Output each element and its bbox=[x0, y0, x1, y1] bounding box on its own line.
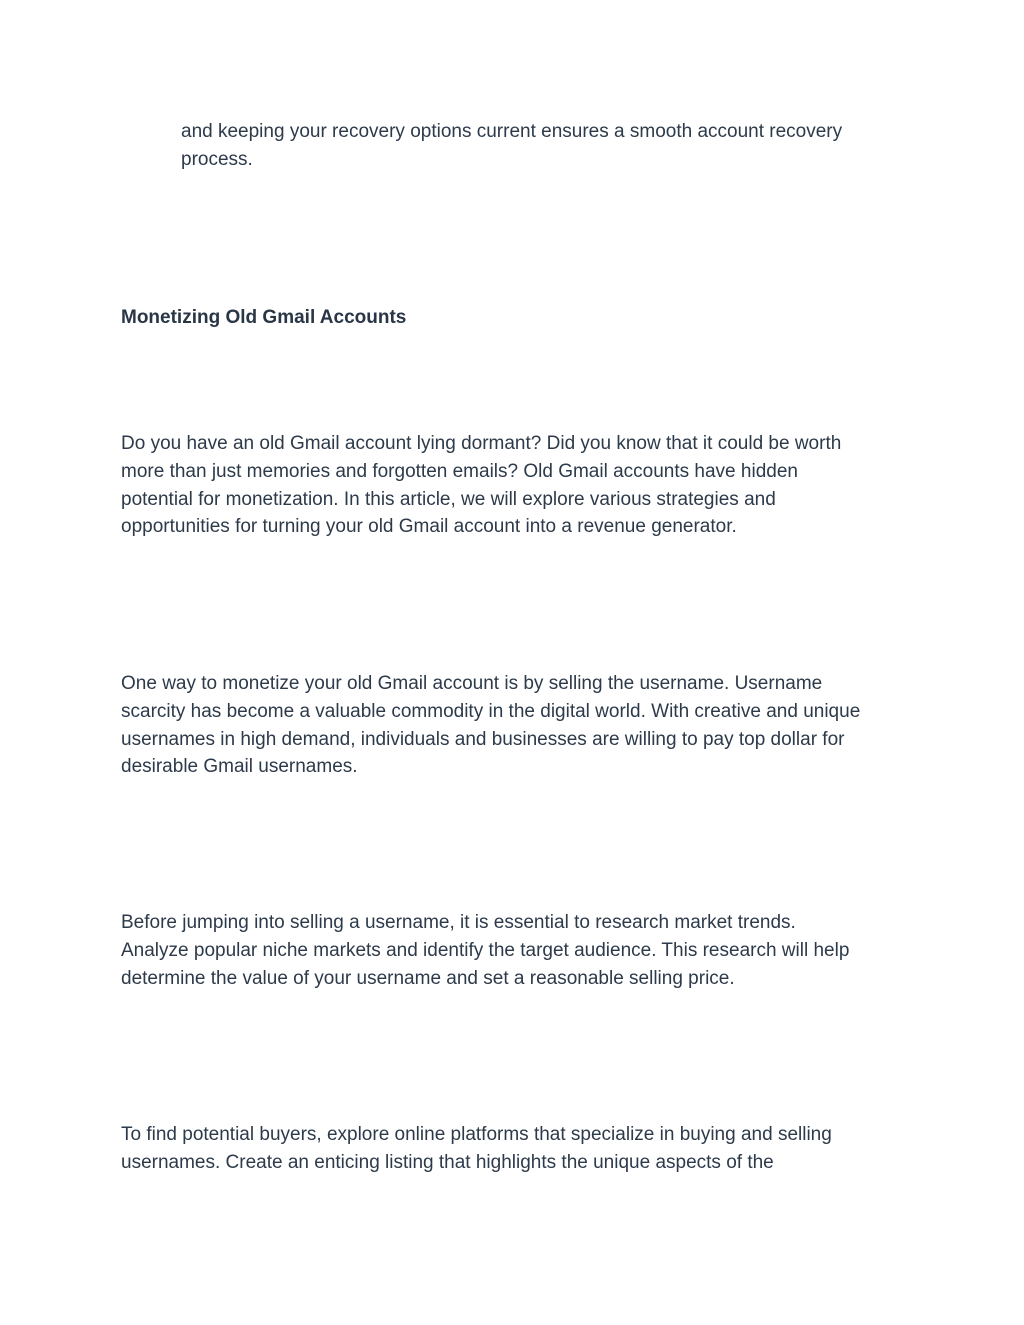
text-line: Do you have an old Gmail account lying dormant? Did you know that it could be worth bbox=[121, 433, 842, 454]
text-line: usernames in high demand, individuals and businesses are willing to pay top dollar for bbox=[121, 728, 845, 750]
text-line: opportunities for turning your old Gmail account into a revenue generator. bbox=[121, 516, 737, 538]
text-line: usernames. Create an enticing listing that highlights the unique aspects of the bbox=[121, 1151, 774, 1173]
text-line: potential for monetization. In this article, we will explore various strategies and bbox=[121, 488, 776, 510]
text-line: To find potential buyers, explore online platforms that specialize in buying and selling bbox=[121, 1124, 832, 1145]
text-line: and keeping your recovery options current ensures a smooth account recovery bbox=[181, 121, 843, 142]
paragraph-market-research bbox=[121, 909, 849, 992]
text-line: determine the value of your username and set a reasonable selling price. bbox=[121, 967, 735, 989]
text-line: more than just memories and forgotten emails? Old Gmail accounts have hidden bbox=[121, 460, 798, 482]
text-line: desirable Gmail usernames. bbox=[121, 756, 358, 778]
text-line: scarcity has become a valuable commodity in the digital world. With creative and unique bbox=[121, 700, 861, 722]
text-line: process. bbox=[181, 148, 253, 170]
list-continuation-text bbox=[181, 118, 842, 174]
paragraph-find-buyers bbox=[121, 1121, 832, 1177]
paragraph-intro bbox=[121, 430, 841, 541]
text-line: Analyze popular niche markets and identify the target audience. This research will help bbox=[121, 939, 850, 961]
text-line: Before jumping into selling a username, it is essential to research market trends. bbox=[121, 912, 796, 933]
paragraph-selling-username bbox=[121, 670, 860, 781]
text-line: One way to monetize your old Gmail account is by selling the username. Username bbox=[121, 673, 823, 694]
section-heading: Monetizing Old Gmail Accounts bbox=[121, 307, 407, 328]
